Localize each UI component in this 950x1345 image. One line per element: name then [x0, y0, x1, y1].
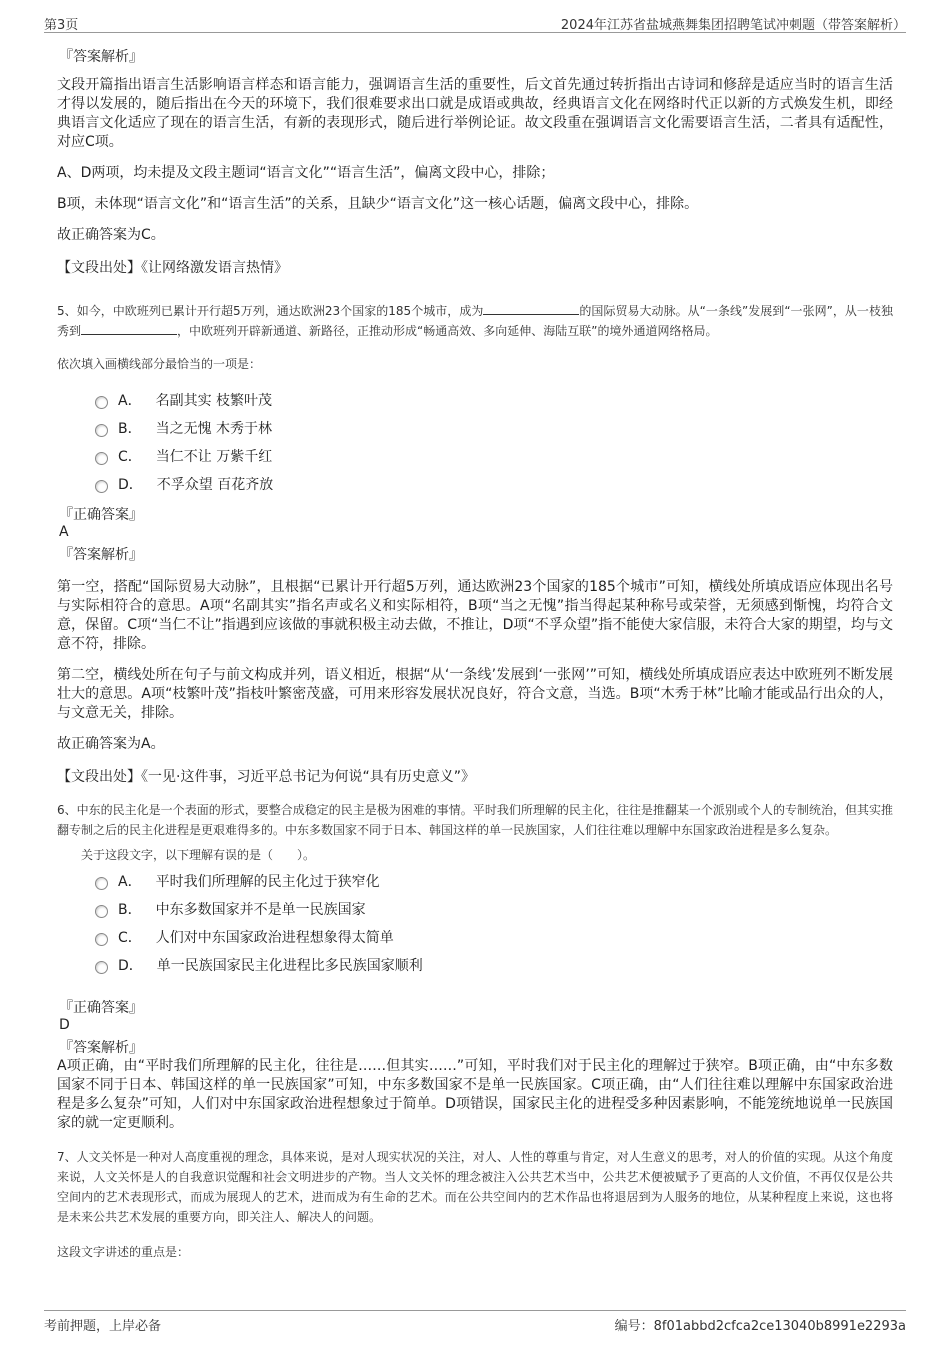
- q4-source: 【文段出处】《让网络激发语言热情》: [57, 260, 288, 276]
- radio-icon[interactable]: [95, 396, 108, 409]
- blank-1: [483, 302, 579, 315]
- answer-label: 『正确答案』: [59, 1000, 143, 1016]
- q4-analysis-p1: 文段开篇指出语言生活影响语言样态和语言能力，强调语言生活的重要性，后文首先通过转折指出古诗词和修辞是适应当时的语言生活才得以发展的，随后指出在今天的环境下，我们很难要求出口就是成语或典故，经典语言文化在网络时代正以新的方式焕发生机，即经典语言文化适应了现在的语言生活，有新的表现形式，随后进行举例论证。故文段重在强调语言文化需要语言生活，二者具有适配性，对应C项。: [57, 77, 893, 150]
- q5-source: 【文段出处】《一见·这件事，习近平总书记为何说“具有历史意义”》: [57, 769, 475, 785]
- q6-options: [95, 867, 893, 979]
- q6-option-a[interactable]: A． 平时我们所理解的民主化过于狭窄化: [95, 867, 893, 895]
- q6-option-c[interactable]: C． 人们对中东国家政治进程想象得太简单: [95, 923, 893, 951]
- q5-answer: A: [59, 524, 69, 540]
- q5-option-b[interactable]: B． 当之无愧 木秀于林: [95, 414, 893, 442]
- blank-2: [81, 322, 177, 335]
- q6-answer: D: [59, 1017, 70, 1033]
- q5-option-c[interactable]: C． 当仁不让 万紫千红: [95, 442, 893, 470]
- page-header: [44, 12, 906, 33]
- radio-icon[interactable]: [95, 424, 108, 437]
- radio-icon[interactable]: [95, 933, 108, 946]
- footer-slogan: 考前押题，上岸必备: [44, 1319, 162, 1334]
- q5-conclusion: 故正确答案为A。: [57, 736, 165, 752]
- page-number: 第3页: [44, 18, 79, 33]
- q5-analysis-p1: 第一空，搭配“国际贸易大动脉”，且根据“已累计开行超5万列，通达欧洲23个国家的185个城市”可知，横线处所填成语应体现出名号与实际相符合的意思。A项“名副其实”指名声或名义和实际相符，B项“当之无愧”指当得起某种称号或荣誉，无须感到惭愧，均符合文意，保留。C项“当仁不让”指遇到应该做的事就积极主动去做，不推让，D项“不孚众望”指不能使大家信服，未符合大家的期望，均与文意不符，排除。: [57, 579, 893, 652]
- radio-icon[interactable]: [95, 480, 108, 493]
- radio-icon[interactable]: [95, 961, 108, 974]
- q4-conclusion: 故正确答案为C。: [57, 227, 165, 243]
- q5-options: [95, 386, 893, 498]
- q5-option-a[interactable]: A． 名副其实 枝繁叶茂: [95, 386, 893, 414]
- radio-icon[interactable]: [95, 452, 108, 465]
- q5-analysis-p2: 第二空，横线处所在句子与前文构成并列，语义相近，根据“从‘一条线’发展到‘一张网’”可知，横线处所填成语应表达中欧班列不断发展壮大的意思。A项“枝繁叶茂”指枝叶繁密茂盛，可用来形容发展状况良好，符合文意，当选。B项“木秀于林”比喻才能或品行出众的人，与文意无关，排除。: [57, 667, 893, 721]
- page-footer: [44, 1310, 906, 1334]
- q6-analysis: A项正确，由“平时我们所理解的民主化，往往是……但其实……”可知，平时我们对于民主化的理解过于狭窄。B项正确，由“中东多数国家不同于日本、韩国这样的单一民族国家”可知，中东多数国家不是单一民族国家。C项正确，由“人们往往难以理解中东国家政治进程是多么复杂”可知，人们对中东国家政治进程想象过于简单。D项错误，国家民主化的进程受多种因素影响，不能笼统地说单一民族国家的就一定更顺利。: [57, 1058, 893, 1131]
- q5-prompt: 依次填入画横线部分最恰当的一项是：: [57, 357, 262, 371]
- analysis-label: 『答案解析』: [59, 547, 143, 563]
- document-code: 编号：8f01abbd2cfca2ce13040b8991e2293a: [614, 1319, 906, 1334]
- q7-prompt: 这段文字讲述的重点是：: [57, 1245, 190, 1259]
- analysis-label: 『答案解析』: [59, 49, 143, 65]
- q6-option-d[interactable]: D． 单一民族国家民主化进程比多民族国家顺利: [95, 951, 893, 979]
- q7-text: 7、人文关怀是一种对人高度重视的理念，具体来说，是对人现实状况的关注，对人、人性的尊重与肯定，对人生意义的思考，对人的价值的实现。从这个角度来说，人文关怀是人的自我意识觉醒和社会文明进步的产物。当人文关怀的理念被注入公共艺术当中，公共艺术便被赋予了更高的人文价值，不再仅仅是公共空间内的艺术表现形式，而成为展现人的艺术，进而成为有生命的艺术。而在公共空间内的艺术作品也将退居到为人服务的地位，从某种程度上来说，这也将是未来公共艺术发展的重要方向，即关注人、解决人的问题。: [57, 1150, 893, 1224]
- radio-icon[interactable]: [95, 877, 108, 890]
- analysis-label: 『答案解析』: [59, 1040, 143, 1056]
- radio-icon[interactable]: [95, 905, 108, 918]
- page-content: [57, 46, 893, 1260]
- answer-label: 『正确答案』: [59, 507, 143, 523]
- document-title: 2024年江苏省盐城燕舞集团招聘笔试冲刺题（带答案解析）: [560, 18, 906, 33]
- q5-text: 5、如今，中欧班列已累计开行超5万列，通达欧洲23个国家的185个城市，成为 的国际贸易大动脉。从“一条线”发展到“一张网”，从一枝独秀到 ，中欧班列开辟新通道、新路径，正推动形成“畅通高效、多向延伸、海陆互联”的境外通道网络格局。: [57, 304, 893, 338]
- q5-option-d[interactable]: D． 不孚众望 百花齐放: [95, 470, 893, 498]
- q6-option-b[interactable]: B． 中东多数国家并不是单一民族国家: [95, 895, 893, 923]
- q4-analysis-p2: A、D两项，均未提及文段主题词“语言文化”“语言生活”，偏离文段中心，排除；: [57, 165, 555, 181]
- q4-analysis-p3: B项，未体现“语言文化”和“语言生活”的关系，且缺少“语言文化”这一核心话题，偏离文段中心，排除。: [57, 196, 699, 212]
- q6-text: 6、中东的民主化是一个表面的形式，要整合成稳定的民主是极为困难的事情。平时我们所理解的民主化，往往是推翻某一个派别或个人的专制统治，但其实推翻专制之后的民主化进程是更艰难得多的。中东多数国家不同于日本、韩国这样的单一民族国家，人们往往难以理解中东国家政治进程是多么复杂。: [57, 803, 893, 837]
- q6-prompt: 关于这段文字，以下理解有误的是（ ）。: [81, 848, 316, 862]
